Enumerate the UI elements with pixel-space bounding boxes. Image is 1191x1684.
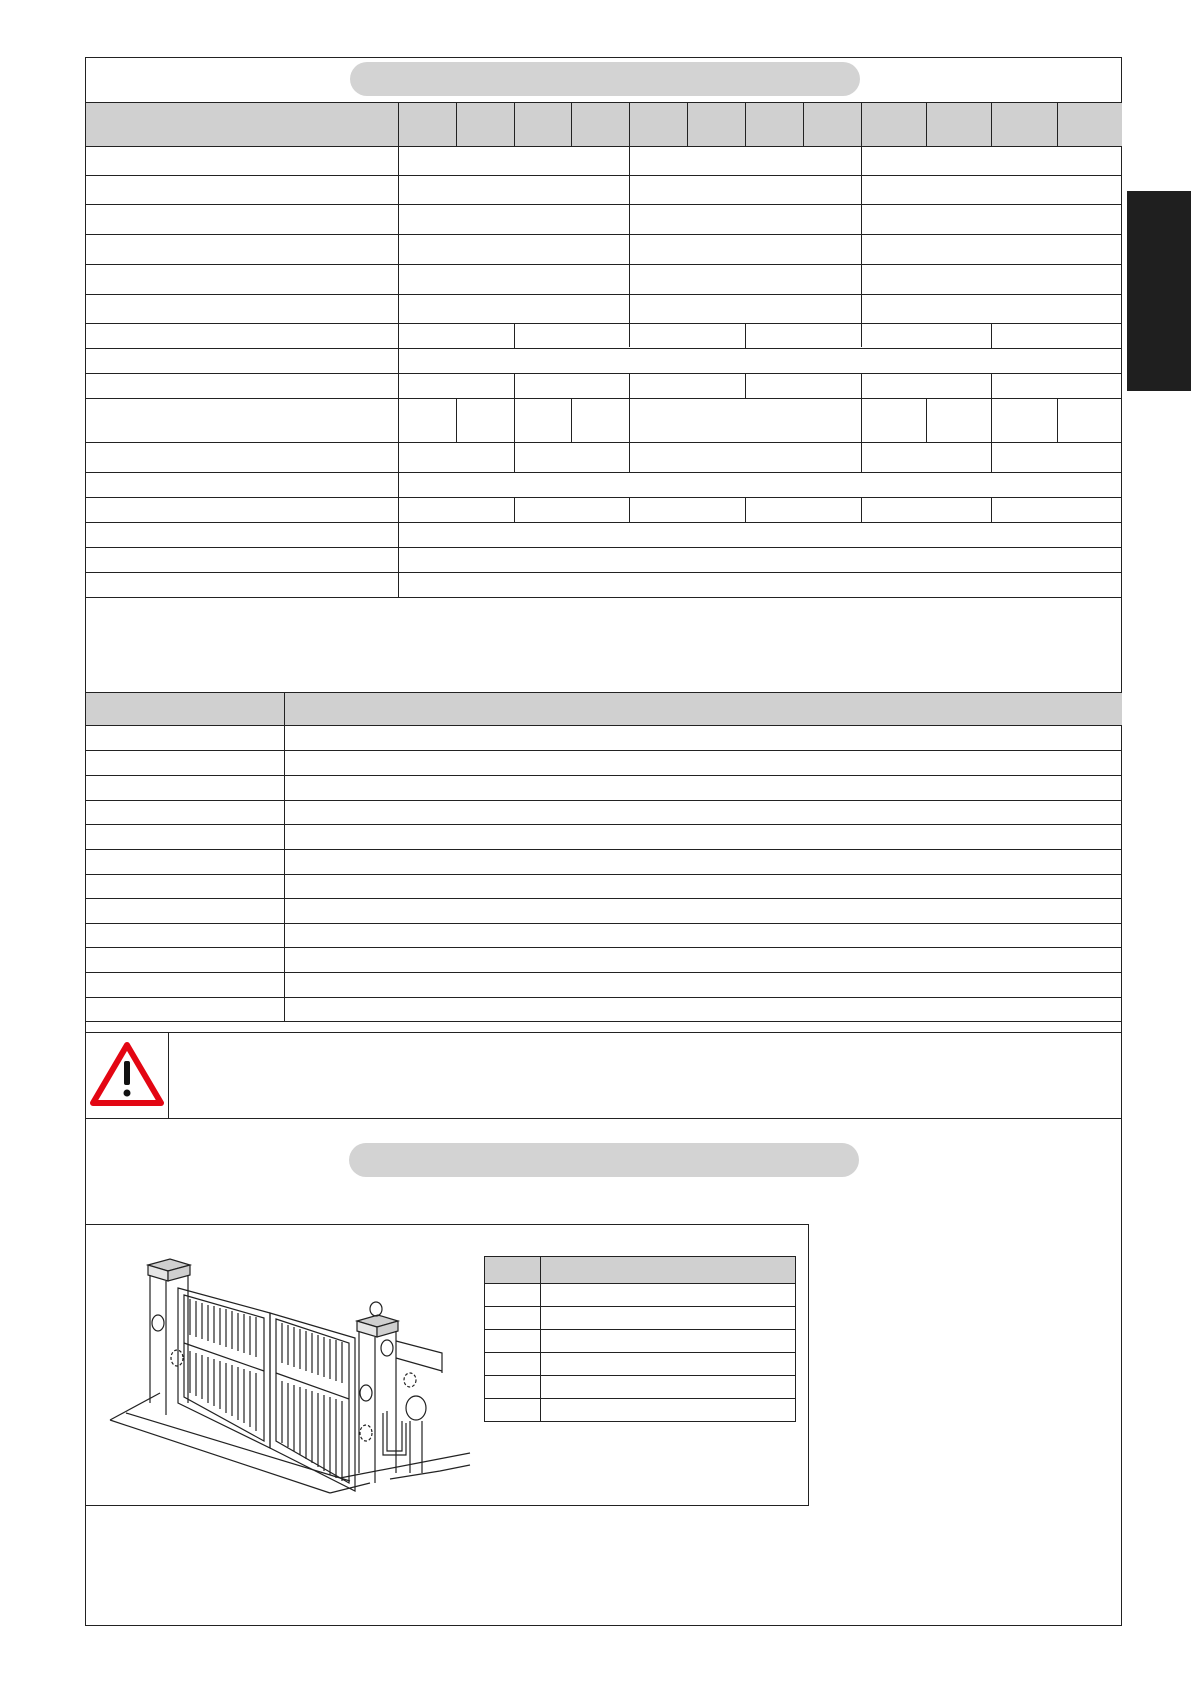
spec-table-header [86,102,1122,147]
legend-table-header [86,692,1122,725]
gate-installation-diagram [100,1233,480,1503]
warning-triangle-icon [90,1041,164,1107]
installation-section-title-pill [349,1143,859,1177]
spec-section-title-pill [350,62,860,96]
language-side-tab [1127,191,1191,391]
